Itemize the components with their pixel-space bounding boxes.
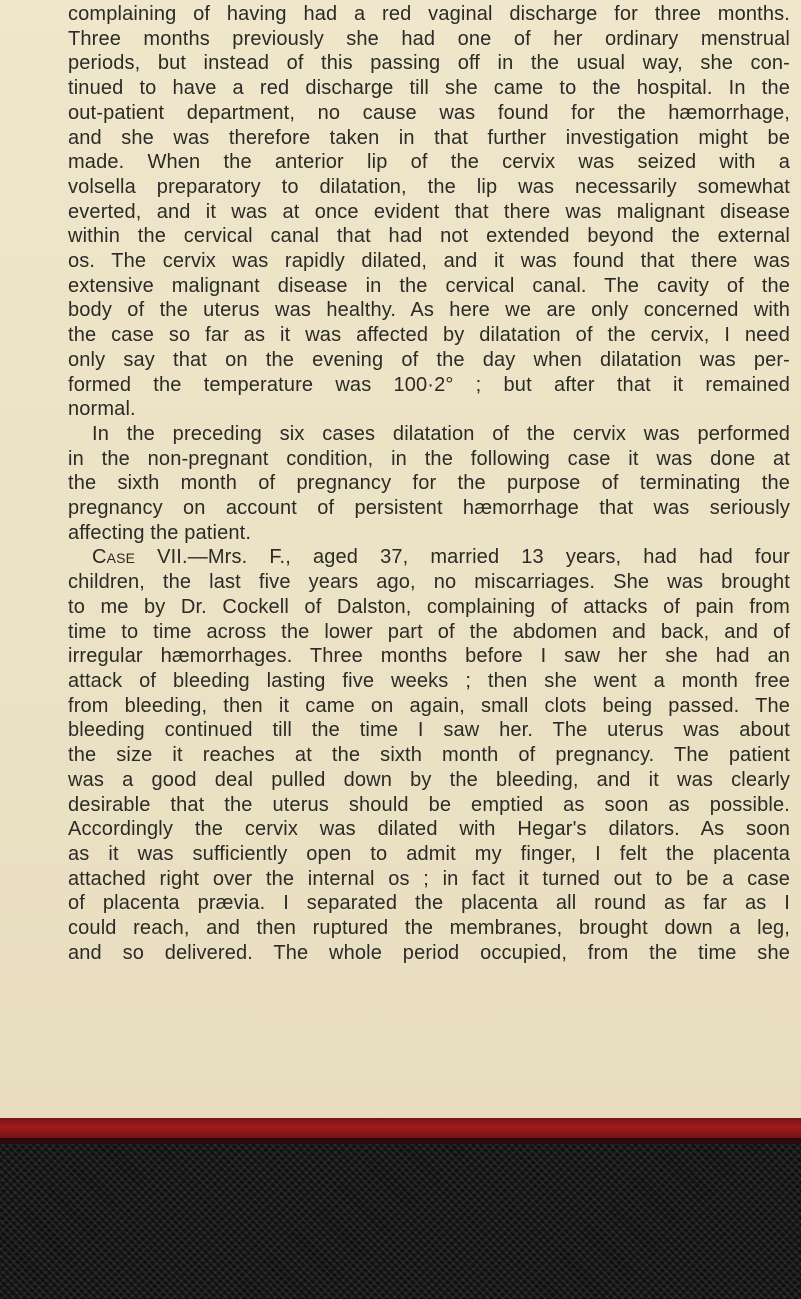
text-line: volsella preparatory to dilatation, the lip was necessarily somewhat bbox=[68, 175, 790, 198]
text-line: to me by Dr. Cockell of Dalston, complaining of attacks of pain from bbox=[68, 595, 790, 618]
text-line: the size it reaches at the sixth month of pregnancy. The patient bbox=[68, 744, 790, 767]
text-line: out-patient department, no cause was found for the hæmorrhage, bbox=[68, 101, 790, 124]
text-line: desirable that the uterus should be emptied as soon as possible. bbox=[68, 793, 790, 816]
text-line: irregular hæmorrhages. Three months before I saw her she had an bbox=[68, 645, 790, 668]
text-line: Accordingly the cervix was dilated with Hegar's dilators. As soon bbox=[68, 818, 790, 841]
text-line: children, the last five years ago, no miscarriages. She was brought bbox=[68, 571, 790, 594]
text-line: complaining of having had a red vaginal discharge for three months. bbox=[68, 3, 790, 25]
text-line: attached right over the internal os ; in fact it turned out to be a case bbox=[68, 867, 790, 890]
text-line: in the non-pregnant condition, in the following case it was done at bbox=[68, 447, 790, 470]
text-line: body of the uterus was healthy. As here we are only concerned with bbox=[68, 299, 790, 322]
text-line: In the preceding six cases dilatation of the cervix was performed bbox=[92, 422, 790, 445]
text-line: everted, and it was at once evident that there was malignant disease bbox=[68, 200, 790, 223]
text-line: formed the temperature was 100·2° ; but after that it remained bbox=[68, 373, 790, 396]
black-cloth-background bbox=[0, 1144, 801, 1299]
paragraph-1 bbox=[68, 2, 790, 422]
text-line: as it was sufficiently open to admit my finger, I felt the placenta bbox=[68, 842, 790, 865]
text-line: affecting the patient. bbox=[68, 521, 252, 544]
case-line-text: VII.—Mrs. F., aged 37, married 13 years, had had four bbox=[135, 546, 790, 569]
text-line: within the cervical canal that had not extended beyond the external bbox=[68, 225, 790, 248]
text-line: and she was therefore taken in that further investigation might be bbox=[68, 126, 790, 149]
paragraph-2 bbox=[68, 422, 790, 546]
text-line: tinued to have a red discharge till she came to the hospital. In the bbox=[68, 77, 790, 100]
text-line bbox=[68, 545, 790, 570]
text-line: from bleeding, then it came on again, small clots being passed. The bbox=[68, 694, 790, 717]
text-line: time to time across the lower part of the abdomen and back, and of bbox=[68, 620, 790, 643]
text-line: attack of bleeding lasting five weeks ; then she went a month free bbox=[68, 669, 790, 692]
red-page-edge bbox=[0, 1118, 801, 1144]
text-line: Three months previously she had one of her ordinary menstrual bbox=[68, 27, 790, 50]
paragraph-3-case-vii bbox=[68, 545, 790, 965]
page-text bbox=[68, 2, 790, 965]
text-line: the sixth month of pregnancy for the purpose of terminating the bbox=[68, 472, 790, 495]
text-line: made. When the anterior lip of the cervix was seized with a bbox=[68, 151, 790, 174]
text-line: periods, but instead of this passing off in the usual way, she con- bbox=[68, 52, 790, 75]
text-line: pregnancy on account of persistent hæmorrhage that was seriously bbox=[68, 497, 790, 520]
text-line: normal. bbox=[68, 398, 136, 421]
text-line: and so delivered. The whole period occupied, from the time she bbox=[68, 941, 790, 964]
text-line: only say that on the evening of the day when dilatation was per- bbox=[68, 348, 790, 371]
case-label: Case bbox=[92, 546, 136, 569]
text-line: bleeding continued till the time I saw her. The uterus was about bbox=[68, 719, 790, 742]
text-line: the case so far as it was affected by dilatation of the cervix, I need bbox=[68, 324, 790, 347]
text-line: extensive malignant disease in the cervical canal. The cavity of the bbox=[68, 274, 790, 297]
text-line: could reach, and then ruptured the membranes, brought down a leg, bbox=[68, 917, 790, 940]
text-line: os. The cervix was rapidly dilated, and it was found that there was bbox=[68, 250, 790, 273]
text-line: of placenta prævia. I separated the placenta all round as far as I bbox=[68, 892, 790, 915]
text-line: was a good deal pulled down by the bleeding, and it was clearly bbox=[68, 768, 790, 791]
